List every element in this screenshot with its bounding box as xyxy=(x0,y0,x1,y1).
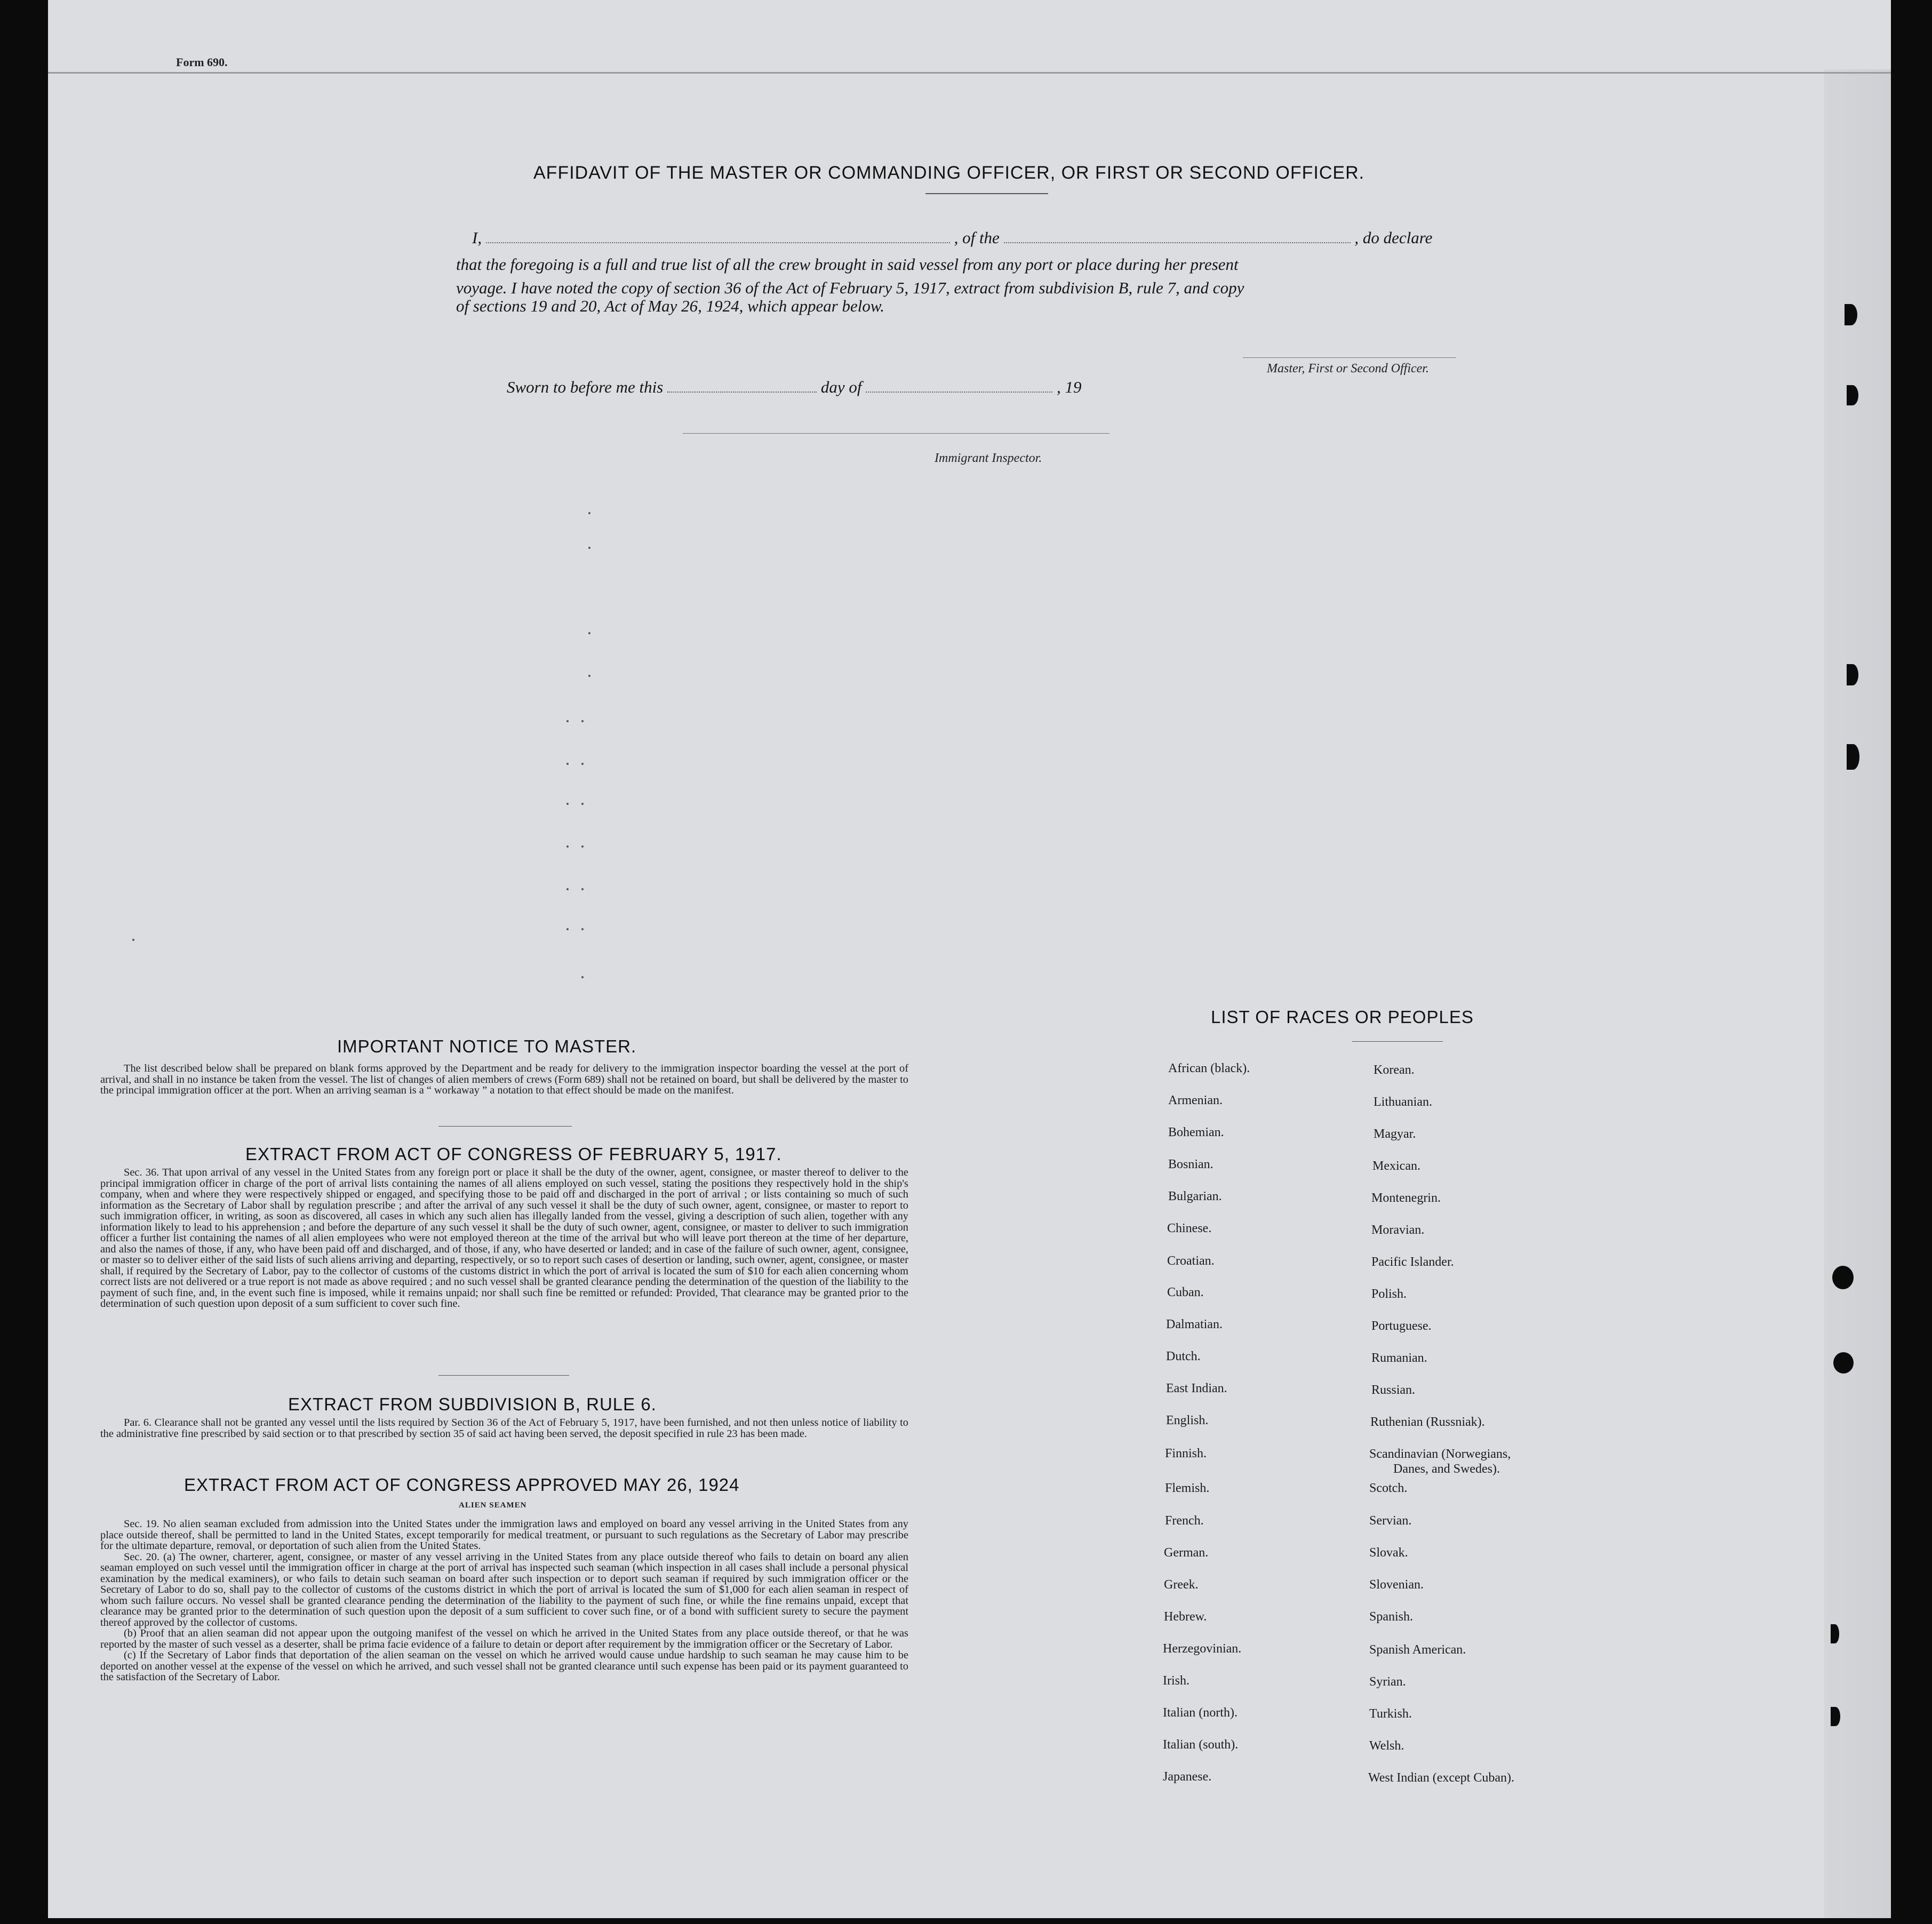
race-item: Italian (south). xyxy=(1163,1738,1239,1752)
races-title: LIST OF RACES OR PEOPLES xyxy=(1211,1007,1474,1027)
race-item: Japanese. xyxy=(1163,1770,1212,1784)
race-item: Ruthenian (Russniak). xyxy=(1370,1415,1485,1429)
dot-mark xyxy=(566,845,569,848)
race-item: Syrian. xyxy=(1369,1675,1406,1689)
extract-1924-text xyxy=(100,1519,908,1683)
dot-mark xyxy=(581,888,584,890)
race-item: Polish. xyxy=(1371,1287,1407,1301)
race-item: Servian. xyxy=(1369,1514,1412,1528)
sec-20a-paragraph: Sec. 20. (a) The owner, charterer, agent, consignee, or master of any vessel arriving in the United States from any place outside thereof who fails to detain on board any alien seaman employed on such vessel until the immigration officer in charge at the port of arrival has inspected such seaman (which inspection in all cases shall include a personal physical examination by the medical examiners), or who fails to detain such seaman on board after such inspection or to deport such seaman if required by such immigration officer or the Secretary of Labor to do so, shall pay to the collector of customs of the customs district in which the port of arrival is located the sum of $1,000 for each alien seaman in respect of whom such failure occurs. No vessel shall be granted clearance pending the determination of the liability to the payment of such fine, or while the fine remains unpaid, except that clearance may be granted prior to the determination of such question upon the deposit of a sum sufficient to cover such fine, or of a bond with sufficient surety to secure the payment thereof approved by the collector of customs. xyxy=(100,1551,908,1628)
sheet-top-fold xyxy=(48,72,1891,74)
race-item: Bosnian. xyxy=(1168,1157,1214,1171)
binder-hole-icon xyxy=(1831,1624,1839,1643)
sworn-year: , 19 xyxy=(1056,378,1082,396)
notice-paragraph: The list described below shall be prepared on blank forms approved by the Department and be ready for delivery to the immigration inspector boarding the vessel at the port of arrival, and shall in no instance be taken from the vessel. The list of changes of alien members of crews (Form 689) shall not be retained on board, but shall be delivered by the master to the principal immigration officer at the port. When an arriving seaman is a “ workaway ” a notation to that effect should be made on the manifest. xyxy=(100,1063,908,1096)
race-item: Dalmatian. xyxy=(1166,1318,1223,1331)
race-item: East Indian. xyxy=(1166,1382,1227,1395)
binder-hole-icon xyxy=(1847,385,1858,405)
notice-title: IMPORTANT NOTICE TO MASTER. xyxy=(337,1036,637,1056)
dot-mark xyxy=(581,976,584,978)
affidavit-of-the: , of the xyxy=(954,228,1000,247)
dot-mark xyxy=(132,939,134,941)
race-item: Slovak. xyxy=(1369,1546,1408,1560)
race-item: Cuban. xyxy=(1167,1286,1204,1299)
race-item: Pacific Islander. xyxy=(1371,1255,1454,1269)
race-item: Rumanian. xyxy=(1371,1351,1427,1365)
race-item: African (black). xyxy=(1168,1061,1250,1075)
race-item: Chinese. xyxy=(1167,1222,1212,1235)
dot-mark xyxy=(581,928,584,930)
sec-19-paragraph: Sec. 19. No alien seaman excluded from admission into the United States under the immigration laws and employed on board any vessel arriving in the United States from any place outside thereof, shall be permitted to land in the United States, except temporarily for medical treatment, or pursuant to such regulations as the Secretary of Labor may prescribe for the ultimate departure, removal, or deportation of such alien from the United States. xyxy=(100,1518,908,1552)
race-item: Italian (north). xyxy=(1163,1706,1238,1720)
race-item: English. xyxy=(1166,1414,1209,1427)
race-item: Turkish. xyxy=(1369,1707,1412,1721)
extract-rule6-title: EXTRACT FROM SUBDIVISION B, RULE 6. xyxy=(288,1394,657,1414)
affidavit-title: AFFIDAVIT OF THE MASTER OR COMMANDING OFFICER, OR FIRST OR SECOND OFFICER. xyxy=(533,163,1365,183)
dot-mark xyxy=(588,547,590,549)
race-item: Croatian. xyxy=(1167,1254,1215,1268)
vessel-blank[interactable] xyxy=(1004,242,1351,243)
race-item: Spanish. xyxy=(1369,1610,1414,1624)
dot-mark xyxy=(581,763,584,765)
race-item: Greek. xyxy=(1164,1578,1199,1592)
dot-mark xyxy=(581,845,584,848)
dot-mark xyxy=(566,803,569,805)
affidavit-line-3: voyage. I have noted the copy of section 36 of the Act of February 5, 1917, extract from subdivision B, rule 7, and copy xyxy=(456,278,1244,297)
form-number: Form 690. xyxy=(176,55,228,69)
affidavit-line-2: that the foregoing is a full and true list of all the crew brought in said vessel from any port or place during her present xyxy=(456,255,1239,274)
race-item: Hebrew. xyxy=(1164,1610,1207,1624)
affidavit-title-rule xyxy=(925,193,1048,194)
affidavit-i: I, xyxy=(472,228,482,247)
race-item: Spanish American. xyxy=(1369,1643,1466,1657)
race-item: Moravian. xyxy=(1371,1223,1425,1237)
binder-hole-icon xyxy=(1832,1266,1854,1289)
binder-hole-icon xyxy=(1847,664,1858,685)
affidavit-declare: , do declare xyxy=(1354,228,1433,247)
race-item: West Indian (except Cuban). xyxy=(1368,1771,1514,1785)
extract-1917-text xyxy=(100,1167,908,1310)
binder-hole-icon xyxy=(1833,1352,1854,1374)
sworn-prefix: Sworn to before me this xyxy=(507,378,664,396)
binder-hole-icon xyxy=(1847,744,1859,770)
sworn-month-blank[interactable] xyxy=(866,392,1052,393)
race-item: Armenian. xyxy=(1168,1093,1223,1107)
name-blank[interactable] xyxy=(486,242,950,243)
sec-20c-paragraph: (c) If the Secretary of Labor finds that deportation of the alien seaman on the vessel on which he arrived would cause undue hardship to such seaman he may cause him to be deported on another vessel at the expense of the vessel on which he arrived, and such vessel shall not be granted clearance until such expense has been paid or its payment guaranteed to the satisfaction of the Secretary of Labor. xyxy=(100,1649,908,1683)
race-item: Irish. xyxy=(1163,1674,1189,1688)
inspector-signature-line[interactable] xyxy=(683,433,1109,434)
master-signature-caption: Master, First or Second Officer. xyxy=(1267,362,1429,376)
race-item: Bohemian. xyxy=(1168,1125,1224,1139)
extract-1917-rule xyxy=(438,1375,569,1376)
extract-rule6-paragraph: Par. 6. Clearance shall not be granted any vessel until the lists required by Section 36 of the Act of February 5, 1917, have been furnished, and not then unless notice of liability to the administrative fine prescribed by said section or to that prescribed by section 35 of said act having been served, the deposit specified in rule 23 has been made. xyxy=(100,1417,908,1440)
race-item: Scandinavian (Norwegians, xyxy=(1369,1447,1511,1461)
sec-20b-paragraph: (b) Proof that an alien seaman did not appear upon the outgoing manifest of the vessel on which he arrived in the United States from any place outside thereof, or that he was reported by the master of such vessel as a deserter, shall be prima facie evidence of a failure to detain or deport after requirement by the immigration officer or the Secretary of Labor. xyxy=(100,1627,908,1650)
race-item: Russian. xyxy=(1371,1383,1416,1397)
extract-1917-title: EXTRACT FROM ACT OF CONGRESS OF FEBRUARY 5, 1917. xyxy=(245,1144,782,1164)
extract-1917-paragraph: Sec. 36. That upon arrival of any vessel in the United States from any foreign port or place it shall be the duty of the owner, agent, consignee, or master thereof to deliver to the principal immigration officer in charge of the port of arrival lists containing the names of all aliens employed on such vessel, stating the positions they respectively hold in the ship's company, when and where they were respectively shipped or engaged, and specifying those to be paid off and discharged in the port of arrival ; or lists containing so much of such information as the Secretary of Labor shall by regulation prescribe ; and after the arrival of any such vessel it shall be the duty of such owner, agent, consignee, or master to report to such immigration officer, in writing, as soon as discovered, all cases in which any such alien has illegally landed from the vessel, giving a description of such alien, together with any information likely to lead to his apprehension ; and before the departure of any such vessel it shall be the duty of such owner, agent, consignee, or master to deliver to such immigration officer a further list containing the names of all alien employees who were not employed thereon at the time of the arrival but who will leave port thereon at the time of her departure, and also the names of those, if any, who have been paid off and discharged, and of those, if any, who have deserted or landed; and in case of the failure of such owner, agent, consignee, or master so to deliver either of the said lists of such aliens arriving and departing, respectively, or so to report such cases of desertion or landing, such owner, agent, consignee, or master shall, if required by the Secretary of Labor, pay to the collector of customs of the customs district in which the port of arrival is located the sum of $10 for each alien concerning whom correct lists are not delivered or a true report is not made as above required ; and no such vessel shall be granted clearance pending the determination of the question of the liability to the payment of such fine, and, in the event such fine is imposed, while it remains unpaid; nor shall such fine be remitted or refunded: Provided, That clearance may be granted prior to the determination of such question upon deposit of a sum sufficient to cover such fine. xyxy=(100,1167,908,1310)
affidavit-line-1 xyxy=(472,228,1432,248)
race-item: Flemish. xyxy=(1165,1481,1210,1495)
races-title-rule xyxy=(1352,1041,1443,1042)
dot-mark xyxy=(566,720,569,722)
sworn-day-of: day of xyxy=(820,378,862,396)
race-item: Portuguese. xyxy=(1371,1319,1432,1333)
inspector-caption: Immigrant Inspector. xyxy=(935,451,1042,465)
sheet-top-margin xyxy=(48,0,1891,69)
race-item: Slovenian. xyxy=(1369,1578,1424,1592)
race-item: German. xyxy=(1164,1546,1209,1560)
dot-mark xyxy=(588,632,590,634)
affidavit-line-4: of sections 19 and 20, Act of May 26, 1924, which appear below. xyxy=(456,297,885,315)
dot-mark xyxy=(588,675,590,677)
race-item: French. xyxy=(1165,1514,1204,1528)
race-item: Scotch. xyxy=(1369,1481,1408,1495)
binder-hole-icon xyxy=(1845,304,1857,325)
race-item: Magyar. xyxy=(1374,1127,1416,1141)
notice-text xyxy=(100,1063,908,1096)
sworn-day-blank[interactable] xyxy=(667,392,817,393)
dot-mark xyxy=(581,720,584,722)
master-signature-line[interactable] xyxy=(1243,357,1456,358)
dot-mark xyxy=(566,928,569,930)
race-item: Finnish. xyxy=(1165,1447,1207,1460)
race-item: Lithuanian. xyxy=(1374,1095,1432,1109)
extract-rule6-text xyxy=(100,1417,908,1439)
race-item: Dutch. xyxy=(1166,1350,1201,1363)
race-item: Korean. xyxy=(1374,1063,1415,1077)
dot-mark xyxy=(566,763,569,765)
alien-seamen-subtitle: ALIEN SEAMEN xyxy=(459,1501,527,1510)
race-item: Danes, and Swedes). xyxy=(1393,1462,1500,1476)
notice-rule xyxy=(438,1126,572,1127)
race-item: Bulgarian. xyxy=(1168,1189,1222,1203)
race-item: Herzegovinian. xyxy=(1163,1642,1242,1656)
binder-hole-icon xyxy=(1831,1707,1840,1726)
extract-1924-title: EXTRACT FROM ACT OF CONGRESS APPROVED MAY 26, 1924 xyxy=(184,1475,740,1495)
sworn-line xyxy=(507,378,1081,397)
race-item: Welsh. xyxy=(1369,1739,1404,1753)
dot-mark xyxy=(588,512,590,514)
race-item: Mexican. xyxy=(1372,1159,1420,1173)
race-item: Montenegrin. xyxy=(1371,1191,1441,1205)
dot-mark xyxy=(566,888,569,890)
dot-mark xyxy=(581,803,584,805)
